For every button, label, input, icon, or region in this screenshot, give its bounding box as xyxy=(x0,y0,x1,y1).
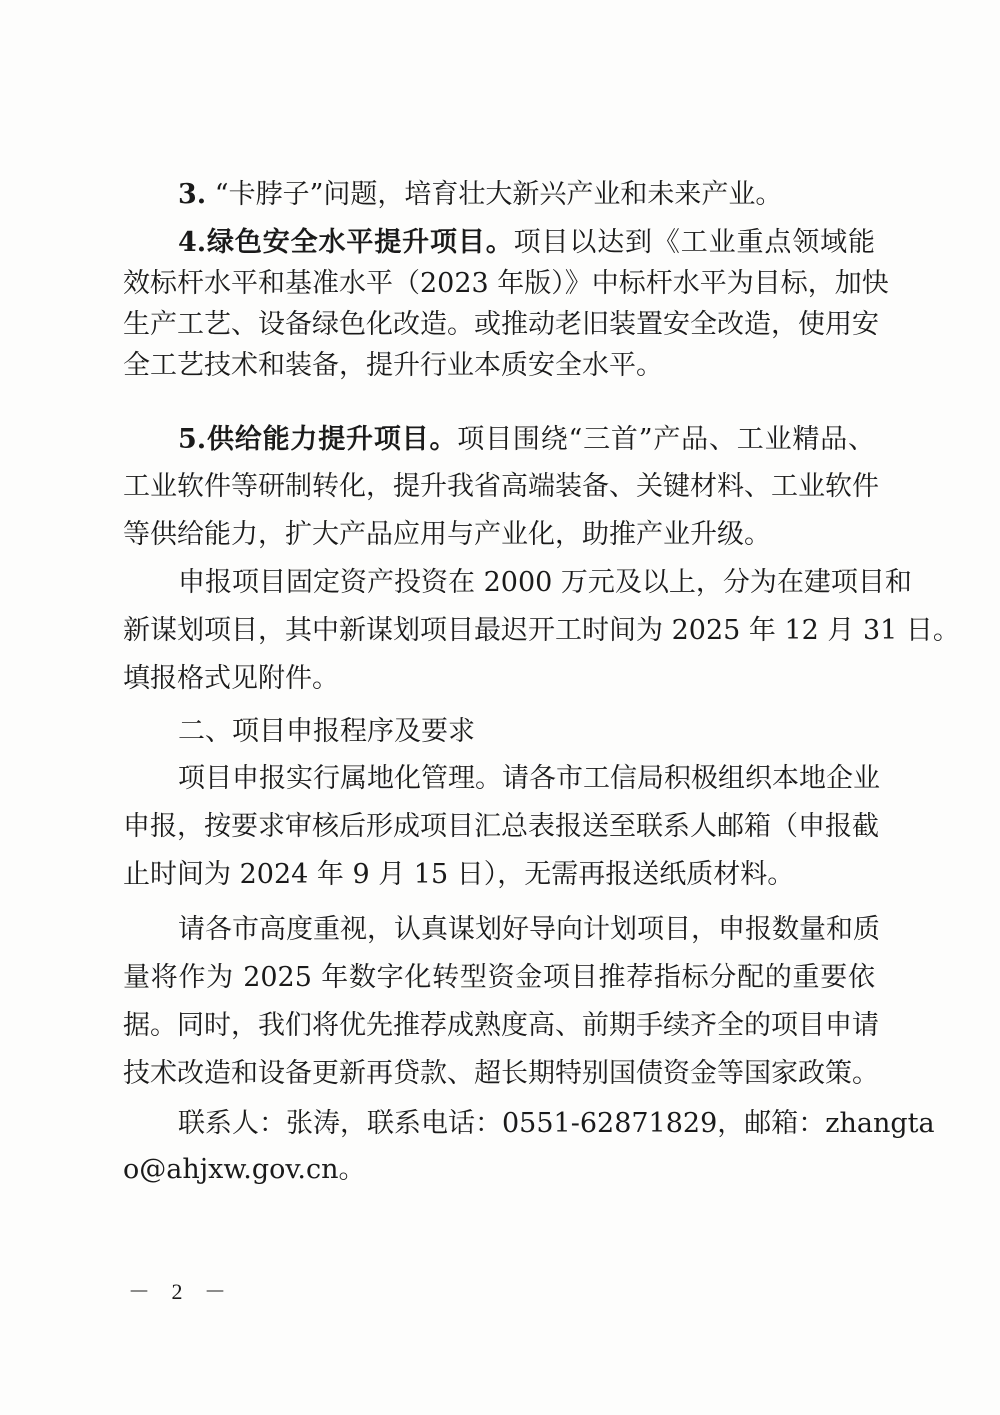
item-3-line-1: 3. “卡脖子”问题，培育壮大新兴产业和未来产业。 xyxy=(178,179,783,210)
contact-email-line: o@ahjxw.gov.cn。 xyxy=(123,1154,366,1185)
item-4-line-1: 4.绿色安全水平提升项目。项目以达到《工业重点领域能 xyxy=(178,227,875,258)
item-5-line-1: 5.供给能力提升项目。项目围绕“三首”产品、工业精品、 xyxy=(178,424,876,455)
procedure-paragraph-line-2: 申报，按要求审核后形成项目汇总表报送至联系人邮箱（申报截 xyxy=(123,811,879,842)
item-4-line-4: 全工艺技术和装备，提升行业本质安全水平。 xyxy=(123,350,663,381)
item-4-line-2: 效标杆水平和基准水平（2023 年版）》中标杆水平为目标，加快 xyxy=(123,268,889,299)
requirements-paragraph-line-3: 据。同时，我们将优先推荐成熟度高、前期手续齐全的项目申请 xyxy=(123,1010,879,1041)
item-4-title: 绿色安全水平提升项目。 xyxy=(206,227,514,258)
item-5-line-3: 等供给能力，扩大产品应用与产业化，助推产业升级。 xyxy=(123,519,771,550)
procedure-paragraph-line-1: 项目申报实行属地化管理。请各市工信局积极组织本地企业 xyxy=(178,763,880,794)
page-number: － 2 － xyxy=(128,1279,235,1304)
item-5-title: 供给能力提升项目。 xyxy=(206,424,458,455)
section-heading: 二、项目申报程序及要求 xyxy=(178,716,475,747)
item-5-number: 5. xyxy=(178,424,207,455)
requirements-paragraph-line-2: 量将作为 2025 年数字化转型资金项目推荐指标分配的重要依 xyxy=(123,962,875,993)
requirements-paragraph-line-4: 技术改造和设备更新再贷款、超长期特别国债资金等国家政策。 xyxy=(123,1058,879,1089)
requirements-paragraph-line-1: 请各市高度重视，认真谋划好导向计划项目，申报数量和质 xyxy=(178,914,880,945)
item-3-number: 3. xyxy=(178,179,207,210)
investment-paragraph-line-1: 申报项目固定资产投资在 2000 万元及以上，分为在建项目和 xyxy=(178,567,912,598)
item-4-number: 4. xyxy=(178,227,207,258)
investment-paragraph-line-2: 新谋划项目，其中新谋划项目最迟开工时间为 2025 年 12 月 31 日。 xyxy=(123,615,960,646)
item-5-line-2: 工业软件等研制转化，提升我省高端装备、关键材料、工业软件 xyxy=(123,471,879,502)
item-4-line-3: 生产工艺、设备绿色化改造。或推动老旧装置安全改造，使用安 xyxy=(123,309,879,340)
investment-paragraph-line-3: 填报格式见附件。 xyxy=(123,663,339,694)
procedure-paragraph-line-3: 止时间为 2024 年 9 月 15 日），无需再报送纸质材料。 xyxy=(123,859,795,890)
contact-line-1: 联系人：张涛，联系电话：0551-62871829，邮箱：zhangta xyxy=(178,1108,935,1139)
